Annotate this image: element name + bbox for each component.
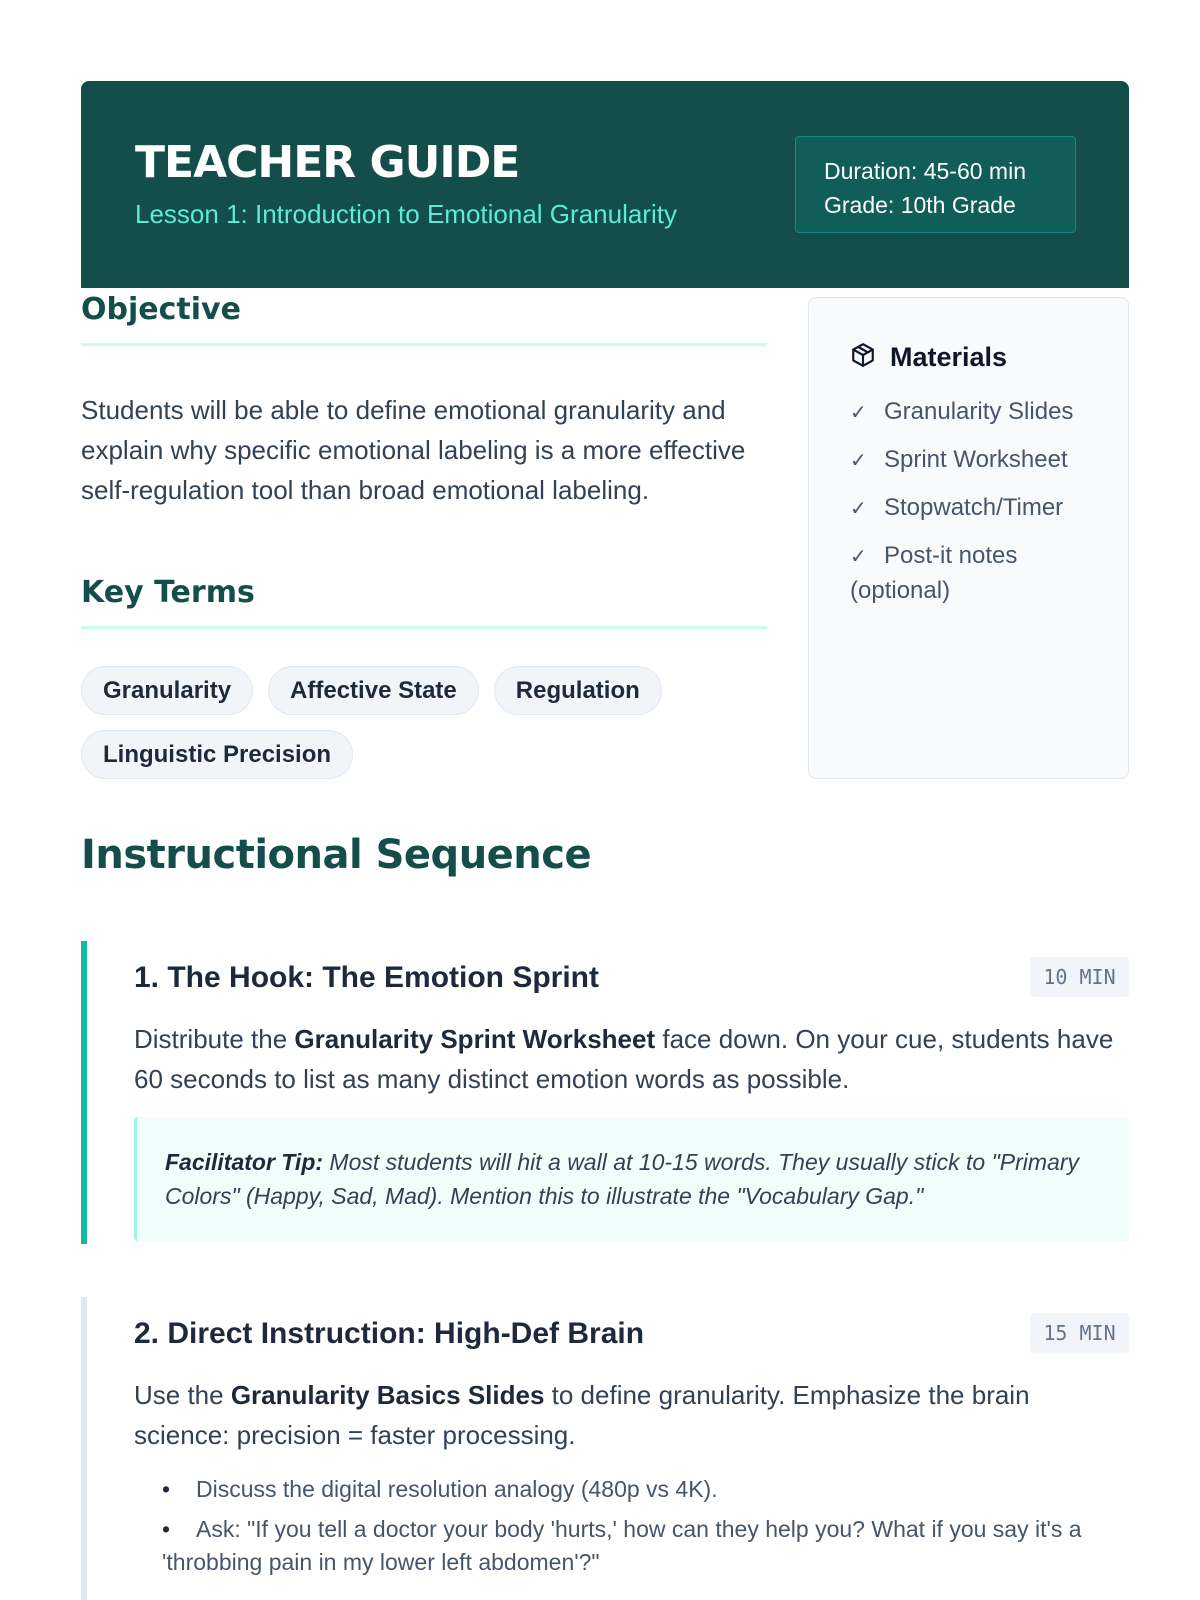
term-chip: Affective State: [268, 666, 479, 715]
box-icon: [850, 342, 876, 373]
step-description: Distribute the Granularity Sprint Worksheet face down. On your cue, students have 60 seconds to list as many distinct emotion words as possible.: [134, 1024, 1114, 1094]
check-icon: ✓: [850, 402, 867, 424]
sequence-step-1: [81, 941, 1129, 1244]
duration-badge: 10 MIN: [1030, 957, 1129, 997]
list-item: [850, 539, 1108, 608]
list-item: [850, 443, 1108, 478]
duration-badge: 15 MIN: [1030, 1313, 1129, 1353]
term-chip: Regulation: [494, 666, 662, 715]
bullet-icon: •: [162, 1516, 171, 1542]
material-label: Granularity Slides: [884, 398, 1074, 425]
materials-list: [850, 395, 1108, 608]
page-title: TEACHER GUIDE: [135, 137, 520, 188]
material-reference: Granularity Basics Slides: [230, 1380, 545, 1410]
duration-text: Duration: 45-60 min: [824, 158, 1026, 184]
objective-heading: Objective: [81, 292, 767, 346]
check-icon: ✓: [850, 498, 867, 520]
key-terms-list: [81, 666, 771, 779]
list-item: [850, 491, 1108, 526]
list-item: [850, 395, 1108, 430]
term-chip: Granularity: [81, 666, 253, 715]
step-title: 1. The Hook: The Emotion Sprint: [134, 961, 599, 994]
discussion-points: [134, 1473, 1129, 1579]
lesson-header: [81, 81, 1129, 288]
list-item: • Discuss the digital resolution analogy (480p vs 4K).: [162, 1473, 1129, 1506]
step-title: 2. Direct Instruction: High-Def Brain: [134, 1317, 645, 1350]
sequence-step-2: [81, 1297, 1129, 1600]
lesson-meta-box: [795, 136, 1076, 233]
material-label: Sprint Worksheet: [884, 446, 1068, 473]
objective-text: Students will be able to define emotional granularity and explain why specific emotional labeling is a more effective self-regulation tool than broad emotional labeling.: [81, 395, 746, 505]
list-item: • Ask: "If you tell a doctor your body 'hurts,' how can they help you? What if you say it's a 'throbbing pain in my lower left abdomen'?": [162, 1513, 1129, 1579]
key-terms-heading: Key Terms: [81, 575, 767, 629]
lesson-subtitle: Lesson 1: Introduction to Emotional Granularity: [135, 199, 677, 229]
bullet-icon: •: [162, 1476, 171, 1502]
check-icon: ✓: [850, 546, 867, 568]
material-label: Stopwatch/Timer: [884, 494, 1064, 521]
materials-header: [850, 342, 1108, 373]
check-icon: ✓: [850, 450, 867, 472]
step-description: Use the Granularity Basics Slides to define granularity. Emphasize the brain science: precision = faster processing.: [134, 1380, 1030, 1450]
facilitator-tip: [134, 1117, 1129, 1241]
material-reference: Granularity Sprint Worksheet: [294, 1024, 656, 1054]
tip-label: Facilitator Tip:: [165, 1149, 324, 1175]
term-chip: Linguistic Precision: [81, 730, 353, 779]
material-label: Post-it notes (optional): [850, 542, 1018, 604]
grade-text: Grade: 10th Grade: [824, 192, 1016, 218]
materials-panel: [808, 297, 1129, 779]
materials-title: Materials: [890, 342, 1008, 372]
instructional-sequence-heading: Instructional Sequence: [81, 832, 592, 878]
tip-text: Most students will hit a wall at 10-15 words. They usually stick to "Primary Colors" (Happy, Sad, Mad). Mention this to illustrate the "Vocabulary Gap.": [165, 1149, 1079, 1209]
